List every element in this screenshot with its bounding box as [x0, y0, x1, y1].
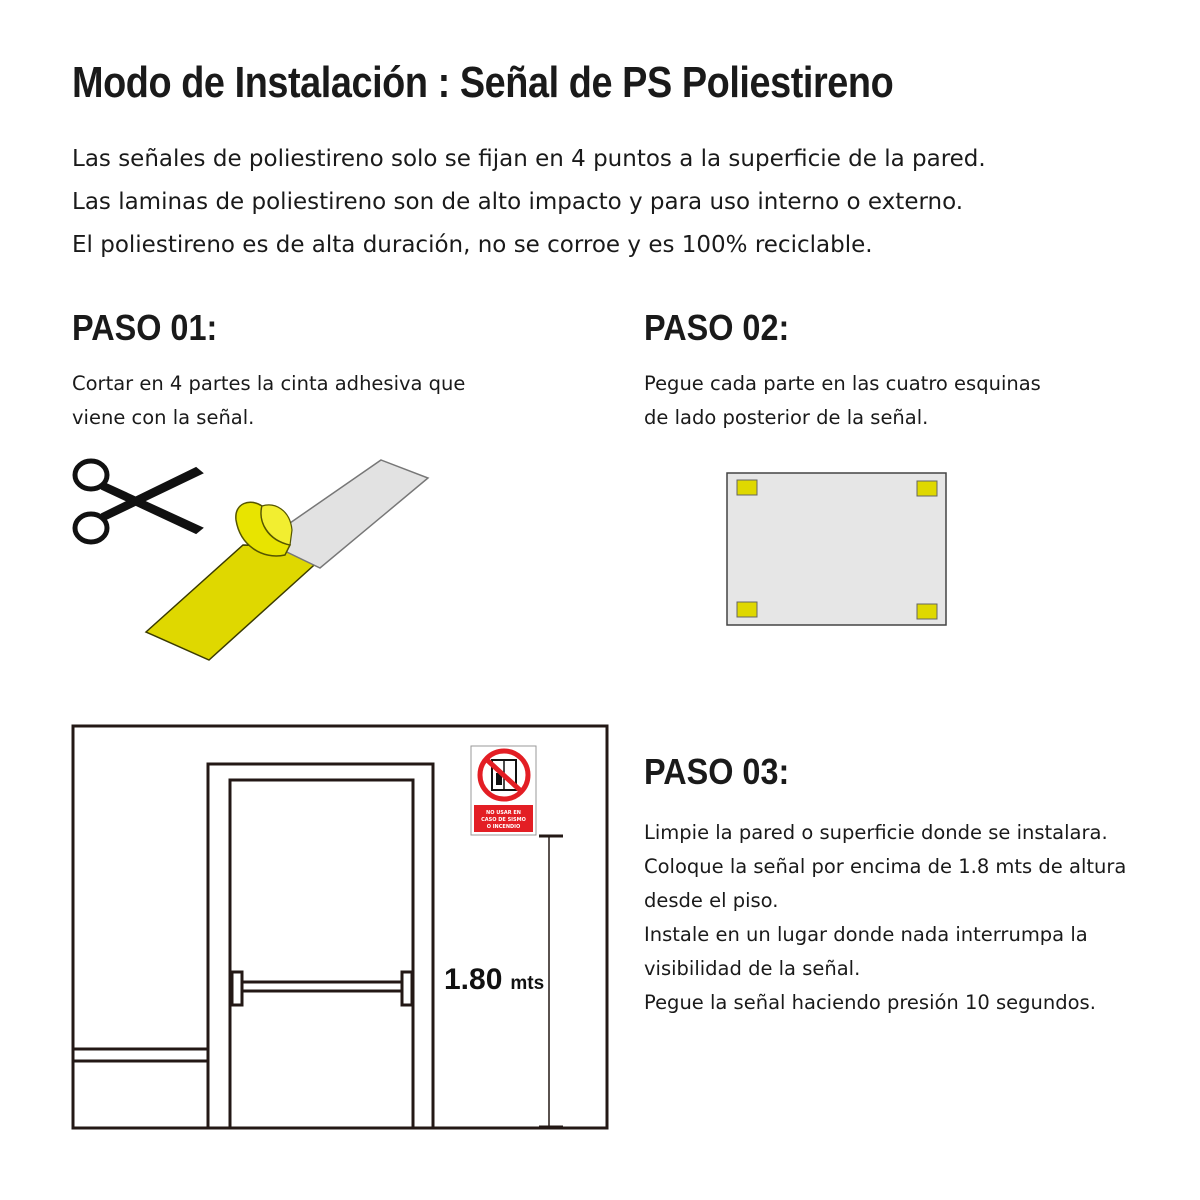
scissors-icon: [75, 461, 202, 542]
intro-line: Las laminas de poliestireno son de alto impacto y para uso interno o externo.: [72, 189, 964, 215]
step-3-line: Instale en un lugar donde nada interrumpa la: [644, 923, 1088, 946]
step-3-line: Pegue la señal haciendo presión 10 segundos.: [644, 991, 1096, 1014]
height-unit: mts: [510, 973, 545, 994]
sign-line: O INCENDIO: [486, 824, 521, 830]
sign-back-with-tape-icon: [727, 473, 946, 625]
intro-line: El poliestireno es de alta duración, no se corroe y es 100% reciclable.: [72, 232, 873, 258]
step-1-line: Cortar en 4 partes la cinta adhesiva que: [72, 372, 466, 395]
step-2-heading: PASO 02:: [644, 307, 790, 348]
step-3-line: Limpie la pared o superficie donde se instalara.: [644, 821, 1108, 844]
height-label: [444, 963, 544, 996]
step-3-line: visibilidad de la señal.: [644, 957, 861, 980]
step-3-heading: PASO 03:: [644, 751, 790, 792]
step-3-line: Coloque la señal por encima de 1.8 mts de altura: [644, 855, 1127, 878]
sign-line: CASO DE SISMO: [481, 817, 526, 823]
step-3-line: desde el piso.: [644, 889, 779, 912]
intro-line: Las señales de poliestireno solo se fijan en 4 puntos a la superficie de la pared.: [72, 146, 986, 172]
step-2-line: Pegue cada parte en las cuatro esquinas: [644, 372, 1041, 395]
step-2-line: de lado posterior de la señal.: [644, 406, 929, 429]
no-elevator-sign-icon: [471, 746, 536, 835]
page-title: Modo de Instalación : Señal de PS Poliestireno: [72, 58, 894, 107]
step-1-line: viene con la señal.: [72, 406, 255, 429]
height-value: 1.80: [444, 963, 503, 996]
adhesive-tape-icon: [146, 460, 428, 660]
sign-line: NO USAR EN: [486, 810, 521, 816]
step-1-heading: PASO 01:: [72, 307, 218, 348]
